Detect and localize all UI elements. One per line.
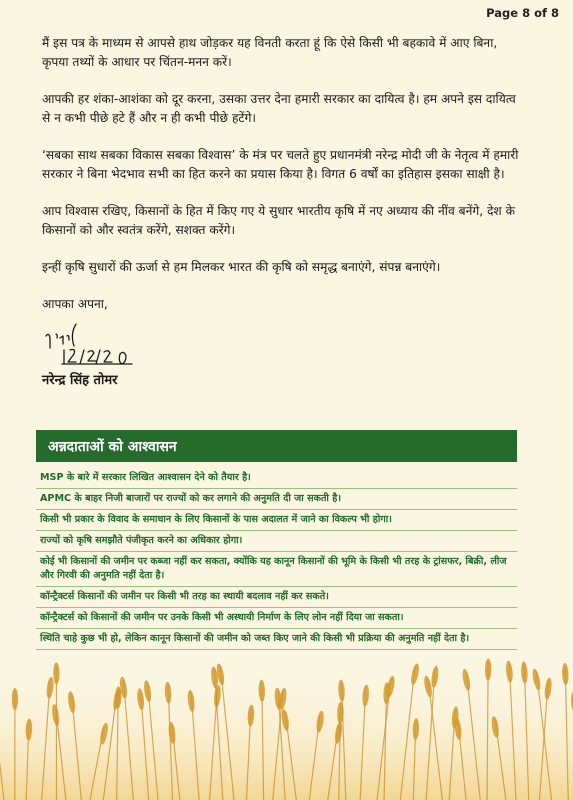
wheat-field-illustration bbox=[0, 640, 573, 800]
assurance-item: कोई भी किसानों की जमीन पर कब्जा नहीं कर सकता, क्योंकि यह कानून किसानों की भूमि के किसी भी तरह के ट्रांसफर, बिक्री, लीज और गिरवी की अनुमति नहीं देता है। bbox=[36, 552, 517, 587]
letter-paragraph-1: मैं इस पत्र के माध्यम से आपसे हाथ जोड़कर यह विनती करता हूं कि ऐसे किसी भी बहकावे में आए बिना, कृपया तथ्यों के आधार पर चिंतन-मनन करें। bbox=[42, 36, 498, 69]
assurance-item: किसी भी प्रकार के विवाद के समाधान के लिए किसानों के पास अदालत में जाने का विकल्प भी होगा। bbox=[36, 510, 517, 531]
assurance-item: MSP के बारे में सरकार लिखित आश्वासन देने को तैयार है। bbox=[36, 468, 517, 489]
assurance-item: राज्यों को कृषि समझौते पंजीकृत करने का अधिकार होगा। bbox=[36, 531, 517, 552]
letter-body bbox=[42, 34, 520, 388]
letter-paragraph-3: ‘सबका साथ सबका विकास सबका विश्वास’ के मंत्र पर चलते हुए प्रधानमंत्री नरेन्द्र मोदी जी के नेतृत्व में हमारी सरकार ने बिना भेदभाव सभी का हित करने का प्रयास किया है। विगत 6 वर्षों का इतिहास इसका साक्षी है। bbox=[42, 148, 519, 181]
assurance-item: APMC के बाहर निजी बाजारों पर राज्यों को कर लगाने की अनुमति दी जा सकती है। bbox=[36, 489, 517, 510]
assurance-title: अन्नदाताओं को आश्वासन bbox=[36, 430, 517, 462]
letter-paragraph-5: इन्हीं कृषि सुधारों की ऊर्जा से हम मिलकर भारत की कृषि को समृद्ध बनाएंगे, संपन्न बनाएंगे। bbox=[42, 260, 441, 274]
signer-name: नरेन्द्र सिंह तोमर bbox=[42, 373, 118, 388]
assurance-item: कॉन्ट्रैक्टर्स को किसानों की जमीन पर उनके किसी भी अस्थायी निर्माण के लिए लोन नहीं दिया जा सकता। bbox=[36, 608, 517, 629]
sign-off: आपका अपना, bbox=[42, 297, 108, 311]
handwritten-signature bbox=[40, 320, 160, 368]
letter-paragraph-4: आप विश्वास रखिए, किसानों के हित में किए गए ये सुधार भारतीय कृषि में नए अध्याय की नींव बनेंगे, देश के किसानों को और स्वतंत्र करेंगे, सशक्त करेंगे। bbox=[42, 204, 515, 237]
assurance-item: कॉन्ट्रैक्टर्स किसानों की जमीन पर किसी भी तरह का स्थायी बदलाव नहीं कर सकते। bbox=[36, 587, 517, 608]
assurance-section bbox=[36, 430, 517, 650]
assurance-item: स्थिति चाहे कुछ भी हो, लेकिन कानून किसानों की जमीन को जब्त किए जाने की किसी भी प्रक्रिया की अनुमति नहीं देता है। bbox=[36, 629, 517, 650]
page-number-label: Page 8 of 8 bbox=[486, 6, 559, 20]
assurance-list bbox=[36, 468, 517, 650]
letter-paragraph-2: आपकी हर शंका-आशंका को दूर करना, उसका उत्तर देना हमारी सरकार का दायित्व है। हम अपने इस दायित्व से न कभी पीछे हटे हैं और न ही कभी पीछे हटेंगे। bbox=[42, 92, 516, 125]
